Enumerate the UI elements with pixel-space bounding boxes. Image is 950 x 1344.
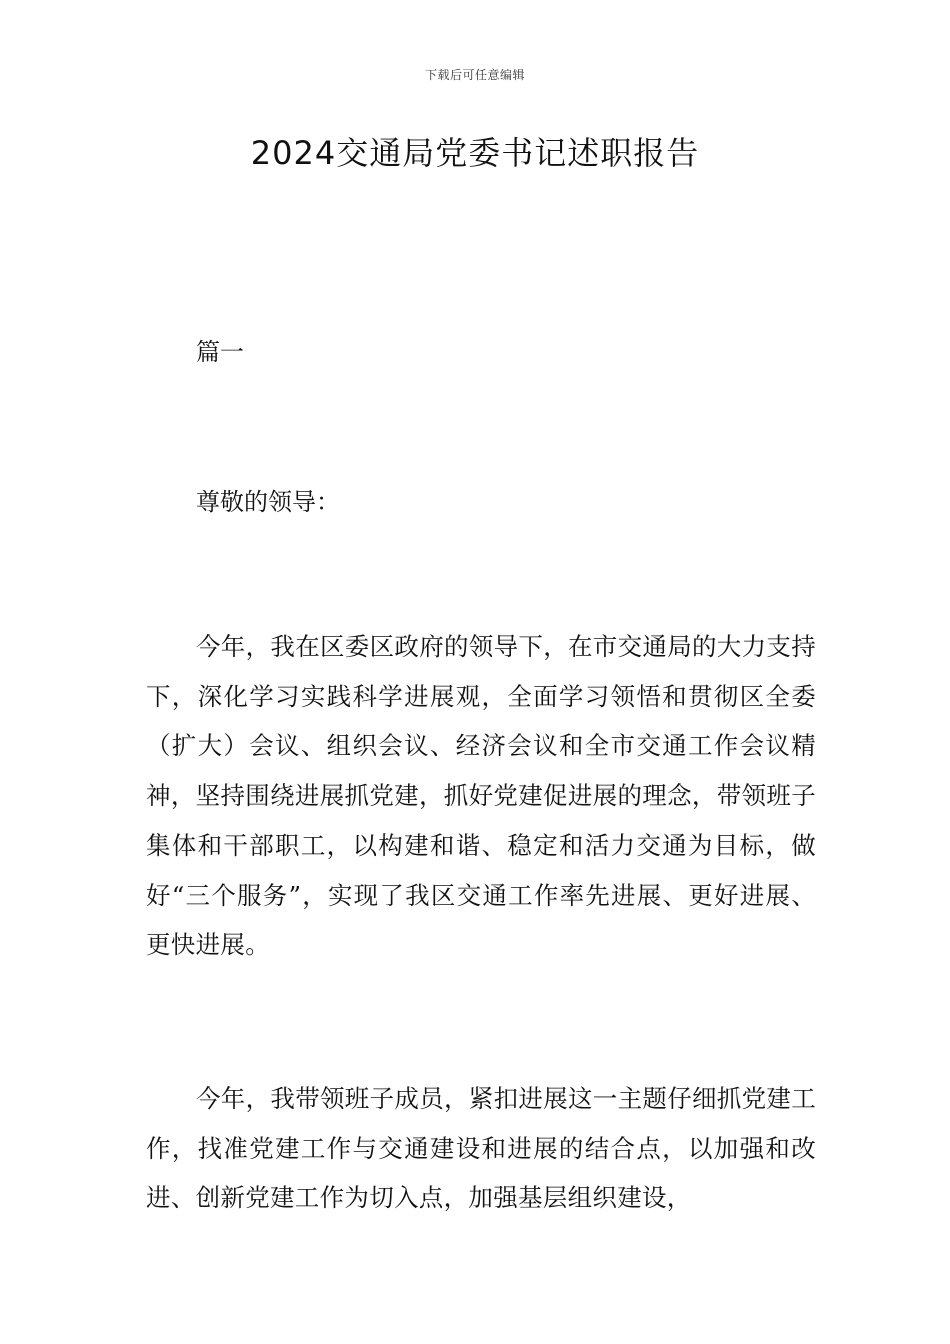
document-title: 2024交通局党委书记述职报告 — [250, 134, 700, 172]
salutation: 尊敬的领导： — [196, 488, 340, 516]
section-label: 篇一 — [196, 338, 244, 366]
body-paragraph-1: 今年，我在区委区政府的领导下，在市交通局的大力支持下，深化学习实践科学进展观，全面学习领悟和贯彻区全委（扩大）会议、组织会议、经济会议和全市交通工作会议精神，坚持围绕进展抓党建，抓好党建促进展的理念，带领班子集体和干部职工，以构建和谐、稳定和活力交通为目标，做好“三个服务”，实现了我区交通工作率先进展、更好进展、更快进展。 — [146, 632, 816, 960]
header-note: 下载后可任意编辑 — [424, 68, 525, 82]
body-paragraph-2: 今年，我带领班子成员，紧扣进展这一主题仔细抓党建工作，找准党建工作与交通建设和进展的结合点，以加强和改进、创新党建工作为切入点，加强基层组织建设， — [146, 1084, 816, 1213]
